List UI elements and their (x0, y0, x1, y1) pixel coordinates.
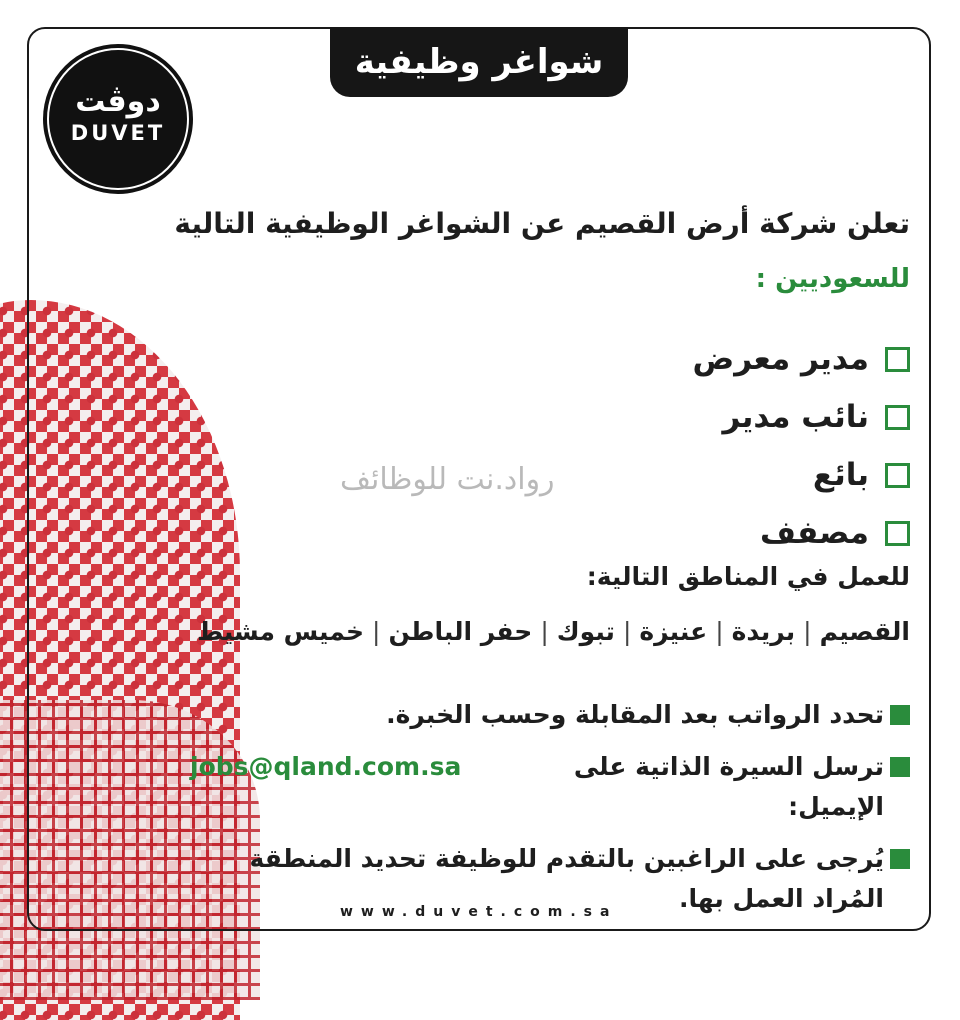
jobs-list (693, 330, 911, 562)
duvet-logo (43, 44, 193, 194)
note-line-1: يُرجى على الراغبين بالتقدم للوظيفة تحديد المنطقة (249, 844, 884, 873)
region: القصيم (819, 617, 910, 646)
checkbox-icon (885, 347, 910, 372)
region: خميس مشيط (197, 617, 364, 646)
job-item (693, 330, 911, 388)
separator: | (715, 617, 724, 646)
note-text: تحدد الرواتب بعد المقابلة وحسب الخبرة. (386, 700, 884, 729)
job-item (693, 504, 911, 562)
note-line-2: المُراد العمل بها. (679, 884, 884, 913)
bullet-square-icon (890, 705, 910, 725)
checkbox-icon (885, 521, 910, 546)
intro-target: للسعوديين : (755, 264, 910, 294)
job-item (693, 388, 911, 446)
separator: | (803, 617, 812, 646)
job-title: مدير معرض (692, 341, 869, 377)
region: بريدة (731, 617, 796, 646)
checkbox-icon (885, 463, 910, 488)
job-item (693, 446, 911, 504)
bullet-square-icon (890, 849, 910, 869)
watermark: رواد.نت للوظائف (340, 462, 555, 497)
job-title: بائع (812, 457, 869, 493)
logo-arabic: دوڤت (75, 84, 161, 119)
website-link[interactable]: www.duvet.com.sa (340, 904, 618, 920)
region: عنيزة (639, 617, 708, 646)
job-title: مصفف (760, 515, 869, 551)
checkbox-icon (885, 405, 910, 430)
header-title: شواغر وظيفية (330, 27, 628, 97)
bullet-square-icon (890, 757, 910, 777)
intro-text: تعلن شركة أرض القصيم عن الشواغر الوظيفية التالية (174, 207, 910, 240)
separator: | (622, 617, 632, 646)
email-link[interactable]: jobs@qland.com.sa (190, 752, 462, 781)
note-text: ترسل السيرة الذاتية على الإيميل: (573, 752, 884, 821)
region: حفر الباطن (388, 617, 533, 646)
separator: | (540, 617, 549, 646)
note-salary (190, 695, 910, 735)
regions-list (197, 617, 910, 646)
region: تبوك (556, 617, 615, 646)
regions-title: للعمل في المناطق التالية: (586, 562, 910, 591)
notes-list (190, 695, 910, 931)
job-title: نائب مدير (722, 399, 869, 435)
note-cv (190, 747, 910, 827)
logo-english: DUVET (70, 121, 166, 145)
separator: | (372, 617, 381, 646)
